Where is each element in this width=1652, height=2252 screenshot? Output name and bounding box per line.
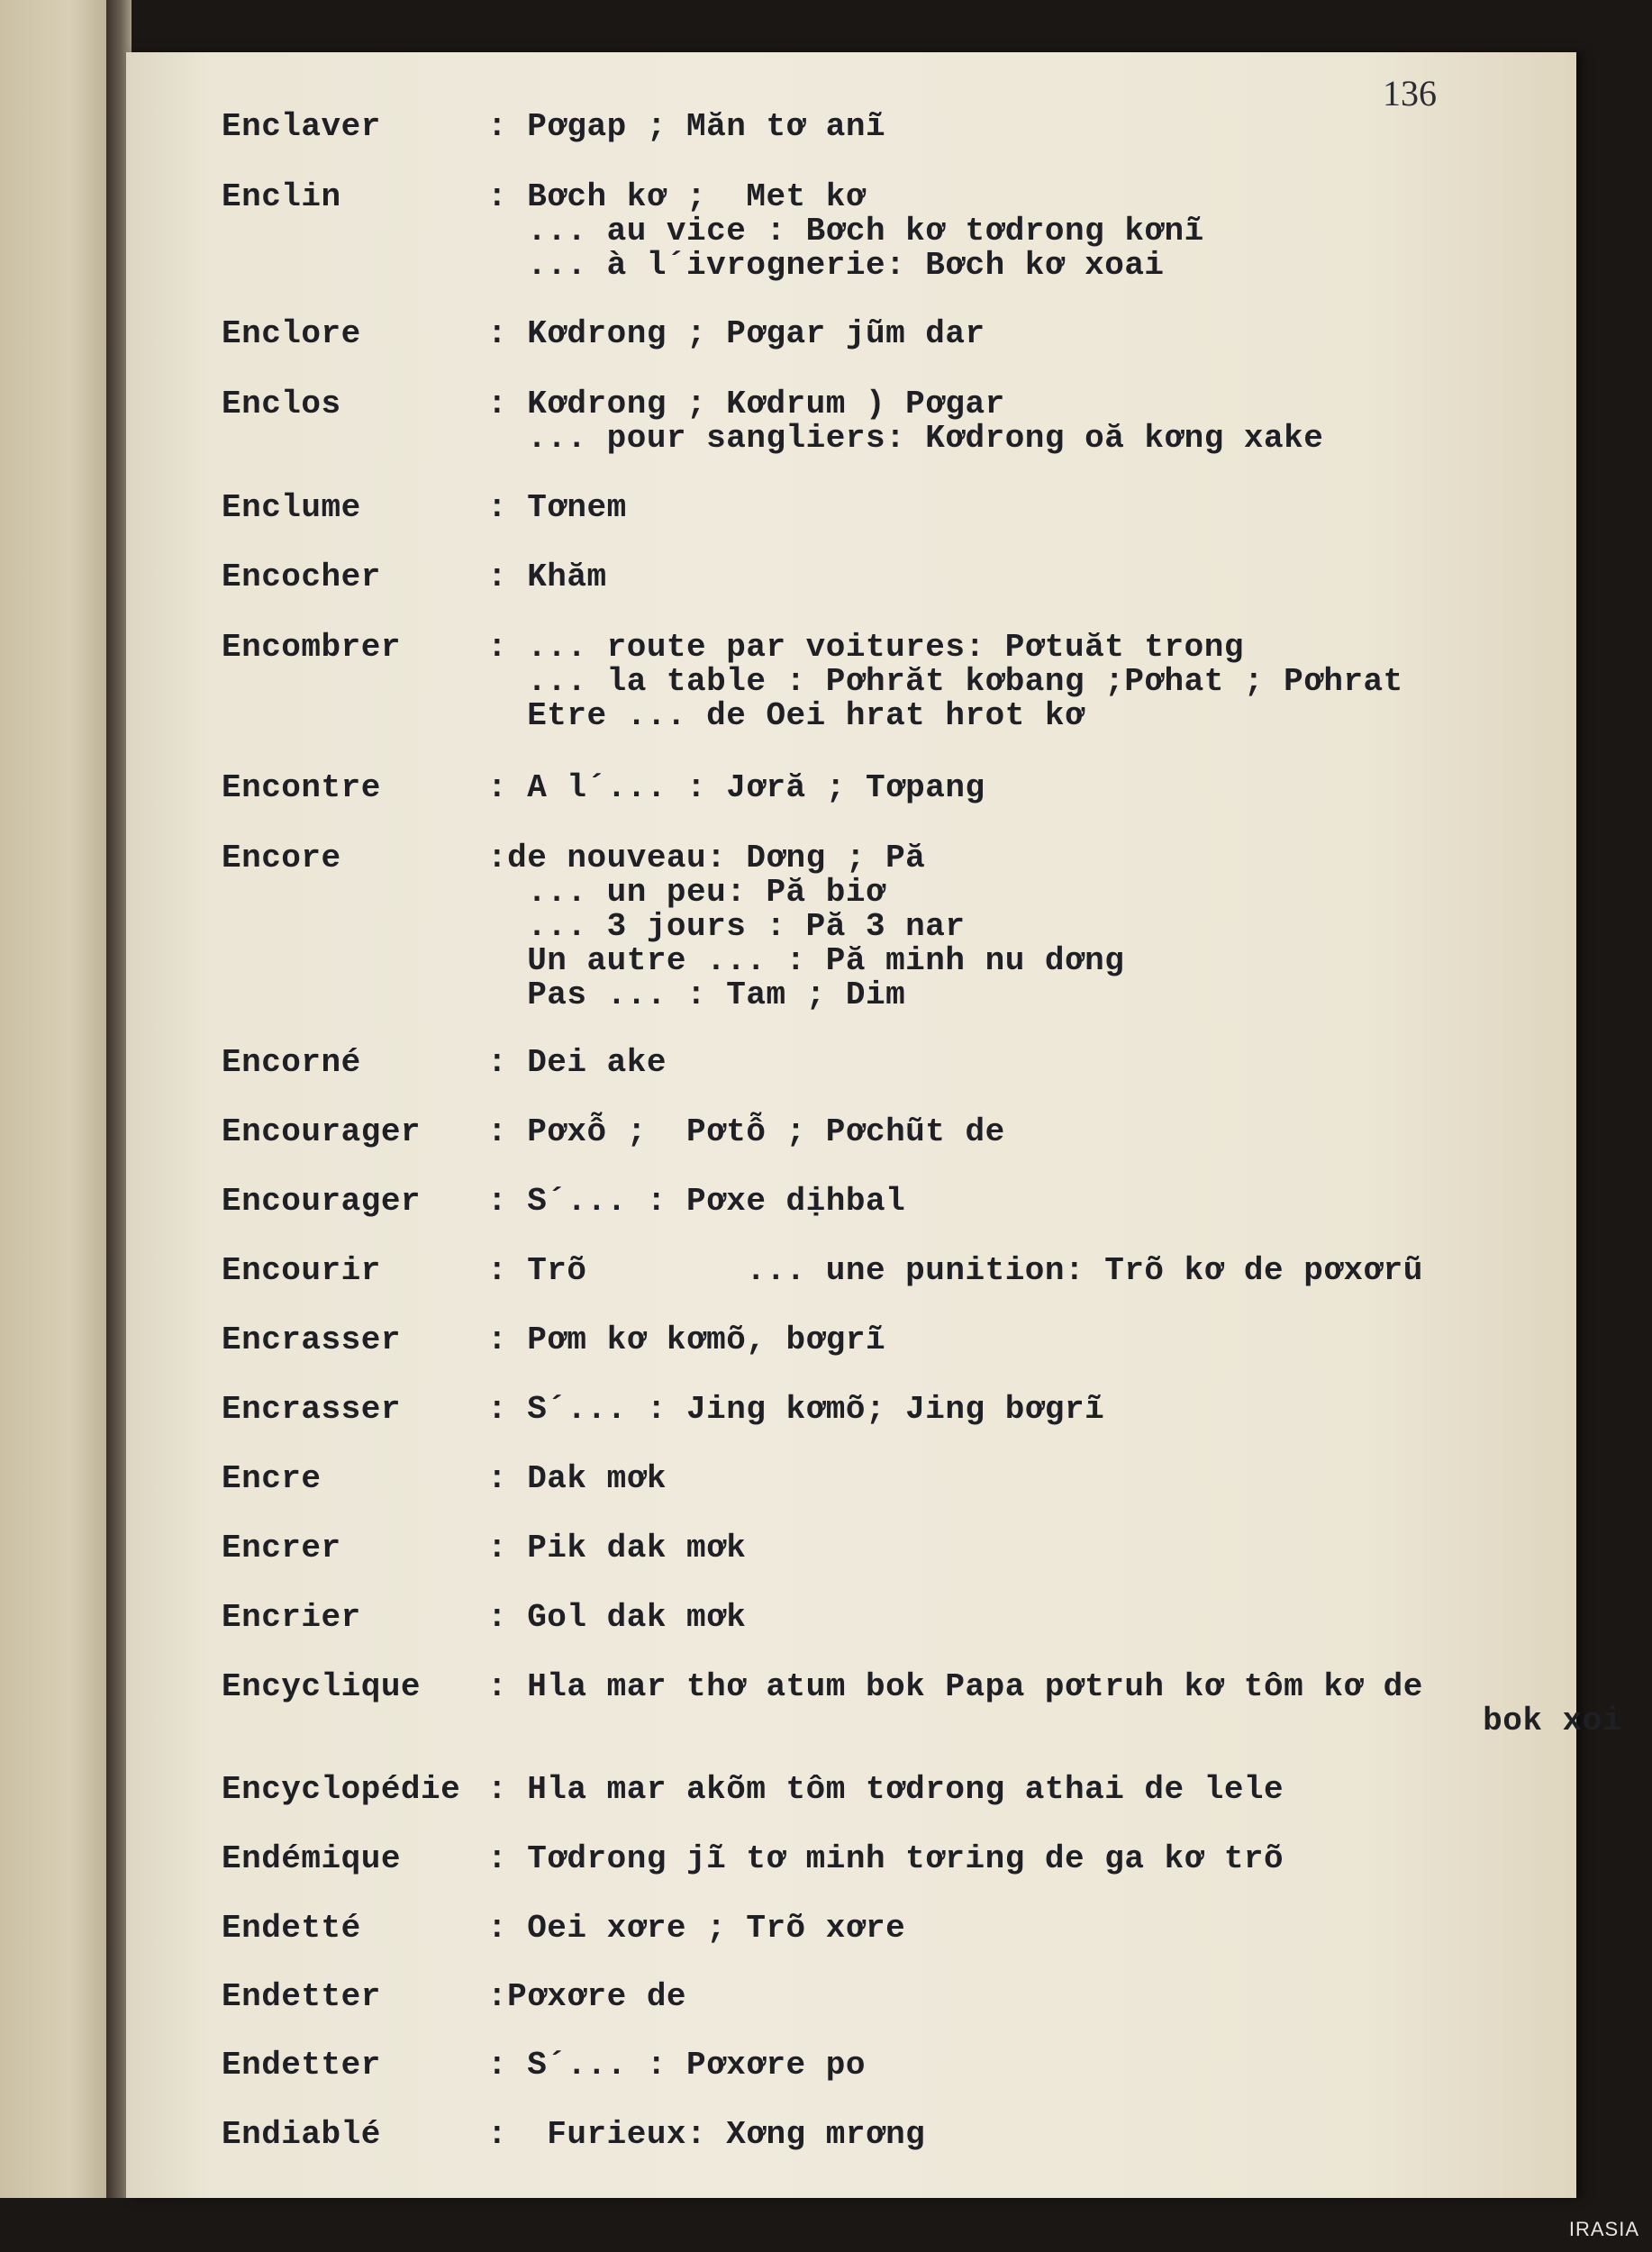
entry-definitions [487, 180, 1204, 283]
entry-definitions [487, 1531, 746, 1566]
entry-definitions [487, 1185, 905, 1219]
definition-line: Etre ... de Oei hrat hrot kơ [487, 697, 1085, 734]
entry-headword: Encourager [222, 1183, 422, 1220]
entry-definitions [487, 1323, 885, 1358]
definition-line: ... à l´ivrognerie: Bơch kơ xoai [487, 247, 1165, 284]
entry-definitions [487, 1842, 1284, 1876]
entry-definitions [487, 771, 985, 805]
entry-headword: Enclume [222, 489, 361, 526]
entry-definitions [487, 2048, 866, 2083]
entry-headword: Encontre [222, 769, 381, 806]
entry-headword: Encorné [222, 1044, 361, 1081]
definition-line: : Tơnem [487, 489, 627, 526]
entry-definitions [487, 110, 885, 144]
entry-headword: Encocher [222, 558, 381, 595]
definition-line: ... 3 jours : Pă 3 nar [487, 908, 966, 945]
definition-line: : Oei xơre ; Trõ xơre [487, 1910, 906, 1947]
definition-line: : Furieux: Xơng mrơng [487, 2116, 926, 2153]
definition-line: : Tơdrong jĩ tơ minh tơring de ga kơ trõ [487, 1840, 1284, 1877]
watermark: IRASIA [1568, 2218, 1639, 2240]
entry-headword: Encrasser [222, 1391, 401, 1428]
entry-headword: Encrer [222, 1530, 341, 1566]
entry-definitions [487, 1254, 1423, 1288]
definition-line: : Pơm kơ kơmõ, bơgrĩ [487, 1321, 886, 1358]
definition-line: bok xoi [487, 1703, 1622, 1739]
entry-headword: Encyclique [222, 1668, 422, 1705]
entry-definitions [487, 1773, 1284, 1807]
definition-line: : A l´... : Jơră ; Tơpang [487, 769, 985, 806]
definition-line: : Trõ ... une punition: Trõ kơ de pơxơrũ [487, 1252, 1423, 1289]
entry-headword: Enclaver [222, 108, 381, 145]
entry-definitions [487, 841, 1124, 1012]
definition-line: : Pơxỗ ; Pơtỗ ; Pơchũt de [487, 1113, 1005, 1150]
definition-line: : Hla mar thơ atum bok Papa pơtruh kơ tôm kơ de [487, 1668, 1423, 1705]
definition-line: : Dak mơk [487, 1460, 667, 1497]
entry-headword: Encombrer [222, 629, 401, 666]
definition-line: : Pik dak mơk [487, 1530, 747, 1566]
entry-headword: Encyclopédie [222, 1771, 461, 1808]
definition-line: : Kơdrong ; Kơdrum ) Pơgar [487, 386, 1005, 422]
definition-line: : Gol dak mơk [487, 1599, 747, 1636]
entry-definitions [487, 387, 1323, 456]
definition-line: :Pơxơre de [487, 1978, 687, 2015]
definition-line: ... un peu: Pă biơ [487, 874, 886, 911]
definition-line: : S´... : Pơxơre po [487, 2047, 866, 2084]
definition-line: : Kơdrong ; Pơgar jũm dar [487, 315, 985, 352]
entry-headword: Endiablé [222, 2116, 381, 2153]
entry-definitions [487, 491, 627, 525]
entry-definitions [487, 631, 1403, 733]
definition-line: : ... route par voitures: Pơtuăt trong [487, 629, 1244, 666]
entry-headword: Endémique [222, 1840, 401, 1877]
entry-headword: Endetter [222, 1978, 381, 2015]
entry-headword: Enclin [222, 178, 341, 215]
entry-definitions [487, 1980, 686, 2014]
entry-headword: Encrasser [222, 1321, 401, 1358]
entry-headword: Encre [222, 1460, 322, 1497]
entry-headword: Endetté [222, 1910, 361, 1947]
entry-definitions [487, 1601, 746, 1635]
entry-headword: Encourir [222, 1252, 381, 1289]
entry-definitions [487, 317, 985, 351]
entry-definitions [487, 1046, 667, 1080]
definition-line: ... pour sangliers: Kơdrong oă kơng xake [487, 420, 1324, 457]
definition-line: : S´... : Pơxe dịhbal [487, 1183, 906, 1220]
entry-definitions [487, 2118, 925, 2152]
definition-line: Pas ... : Tam ; Dim [487, 976, 906, 1013]
definition-line: : Pơgap ; Măn tơ anĩ [487, 108, 886, 145]
entry-headword: Enclos [222, 386, 341, 422]
entry-headword: Encrier [222, 1599, 361, 1636]
definition-line: : Bơch kơ ; Met kơ [487, 178, 866, 215]
entry-definitions [487, 1393, 1104, 1427]
entry-headword: Endetter [222, 2047, 381, 2084]
entry-definitions [487, 1462, 667, 1496]
entry-definitions [487, 1115, 1005, 1149]
definition-line: Un autre ... : Pă minh nu dơng [487, 942, 1125, 979]
definition-line: :de nouveau: Dơng ; Pă [487, 840, 926, 876]
definition-line: : Dei ake [487, 1044, 667, 1081]
definition-line: : Khăm [487, 558, 607, 595]
entry-headword: Encourager [222, 1113, 422, 1150]
page-number: 136 [1383, 73, 1437, 114]
definition-line: : S´... : Jing kơmõ; Jing bơgrĩ [487, 1391, 1105, 1428]
previous-page-edge [0, 0, 115, 2198]
entry-headword: Enclore [222, 315, 361, 352]
entry-definitions [487, 1911, 905, 1946]
entry-definitions [487, 560, 607, 595]
definition-line: ... la table : Pơhrăt kơbang ;Pơhat ; Pơhrat [487, 663, 1403, 700]
definition-line: : Hla mar akõm tôm tơdrong athai de lele [487, 1771, 1284, 1808]
entry-headword: Encore [222, 840, 341, 876]
definition-line: ... au vice : Bơch kơ tơdrong kơnĩ [487, 213, 1204, 250]
entry-definitions [487, 1670, 1622, 1739]
